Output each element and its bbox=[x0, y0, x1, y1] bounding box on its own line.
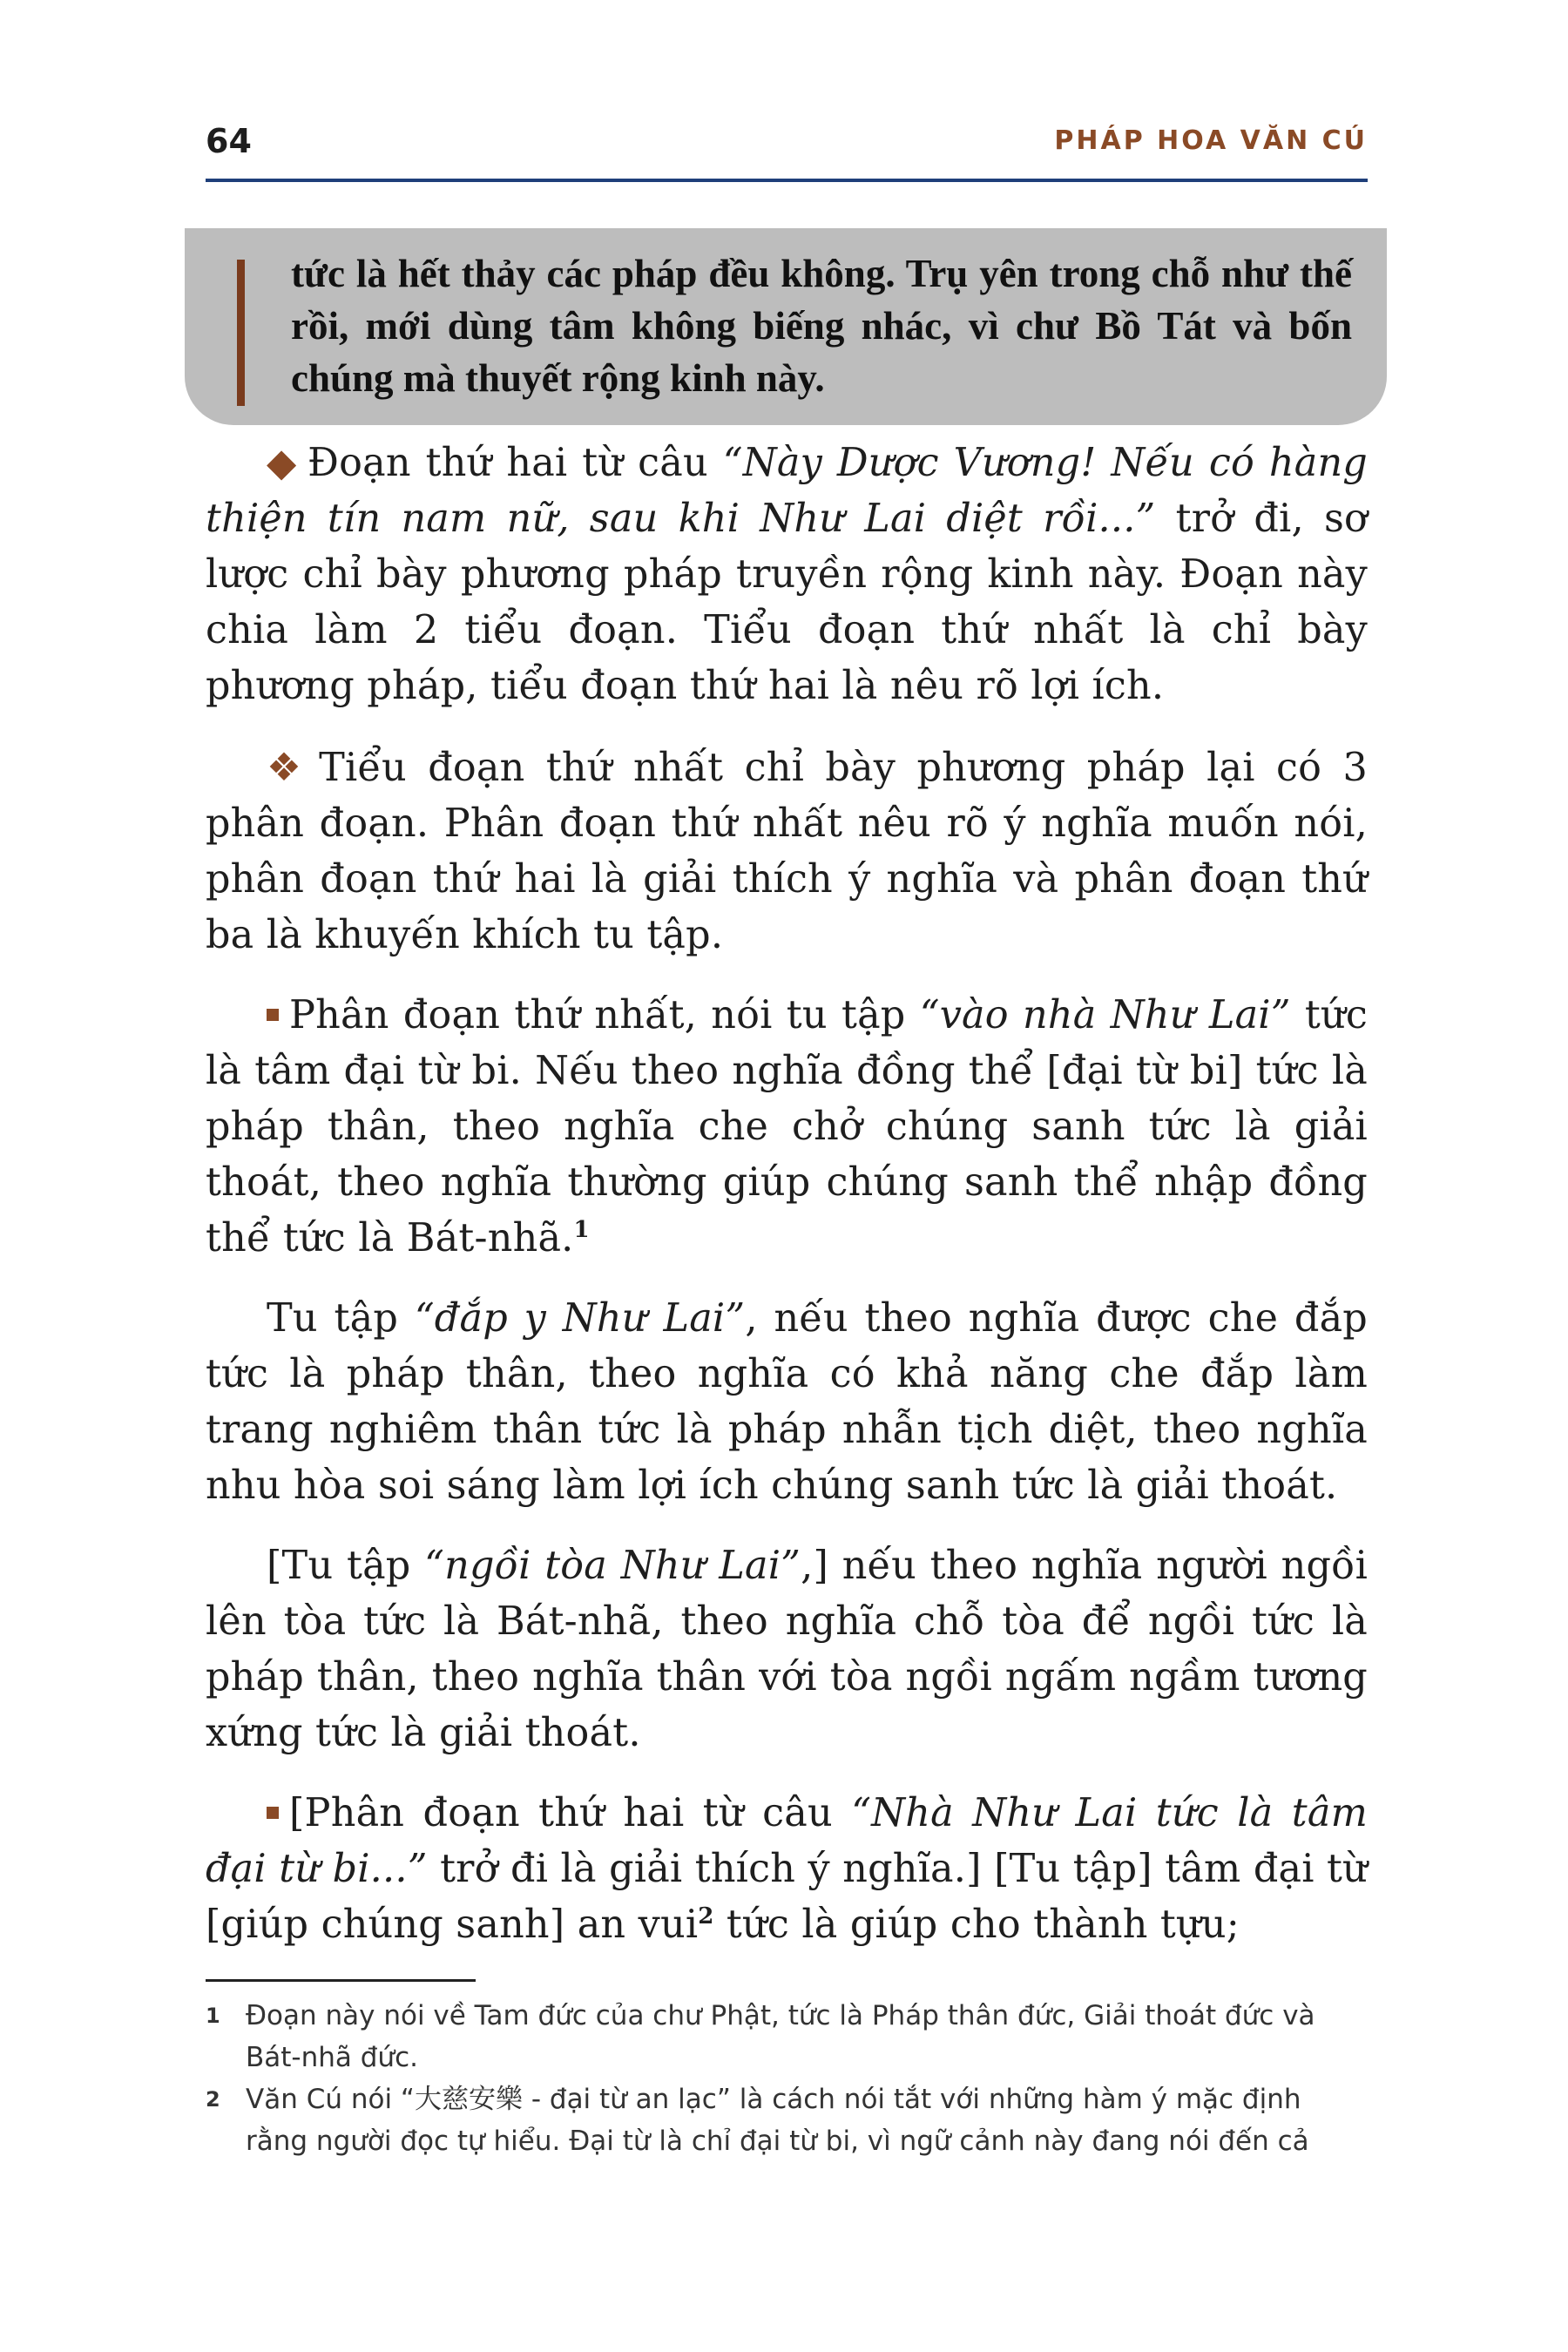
header-rule bbox=[206, 179, 1368, 182]
paragraph-text: Tiểu đoạn thứ nhất chỉ bày phương pháp lại có 3 phân đoạn. Phân đoạn thứ nhất nêu rõ ý nghĩa muốn nói, phân đoạn thứ hai là giải thích ý nghĩa và phân đoạn thứ ba là khuyến khích tu tập. bbox=[206, 746, 1369, 957]
paragraph-text: Tu tập bbox=[267, 1296, 415, 1341]
paragraph-4 bbox=[206, 1291, 1368, 1514]
quoted-text: “Này Dược Vương! Nếu có hàng thiện tín nam nữ, sau khi Như Lai diệt rồi...” bbox=[206, 441, 1368, 541]
square-bullet-icon bbox=[267, 1009, 279, 1021]
paragraph-text: tức là giúp cho thành tựu; bbox=[713, 1903, 1240, 1947]
paragraph-text: , nếu theo nghĩa được che đắp tức là pháp thân, theo nghĩa có khả năng che đắp làm trang nghiêm thân tức là pháp nhẫn tịch diệt, theo nghĩa nhu hòa soi sáng làm lợi ích chúng sanh tức là giải thoát. bbox=[206, 1296, 1368, 1508]
quoted-text: “vào nhà Như Lai” bbox=[919, 993, 1291, 1037]
quoted-text: “đắp y Như Lai” bbox=[414, 1296, 746, 1341]
paragraph-text: Đoạn thứ hai từ câu bbox=[308, 441, 723, 485]
footnote-ref[interactable]: 1 bbox=[573, 1217, 590, 1243]
quote-box bbox=[185, 228, 1387, 425]
footnotes bbox=[206, 1995, 1368, 2162]
paragraph-text: tức là tâm đại từ bi. Nếu theo nghĩa đồng thể [đại từ bi] tức là pháp thân, theo nghĩa che chở chúng sanh tức là giải thoát, theo nghĩa thường giúp chúng sanh thể nhập đồng thể tức là Bát-nhã. bbox=[206, 993, 1369, 1260]
diamond-icon: ◆ bbox=[267, 441, 299, 485]
paragraph-text: Phân đoạn thứ nhất, nói tu tập bbox=[289, 993, 920, 1037]
quoted-text: “Nhà Như Lai tức là tâm đại từ bi...” bbox=[206, 1791, 1368, 1891]
quoted-text: “ngồi tòa Như Lai” bbox=[424, 1544, 801, 1588]
paragraph-3 bbox=[206, 988, 1368, 1267]
paragraph-6 bbox=[206, 1786, 1368, 1953]
page-header bbox=[206, 122, 1368, 174]
paragraph-text: trở đi, sơ lược chỉ bày phương pháp truyền rộng kinh này. Đoạn này chia làm 2 tiểu đoạn. Tiểu đoạn thứ nhất là chỉ bày phương pháp, tiểu đoạn thứ hai là nêu rõ lợi ích. bbox=[206, 497, 1368, 708]
paragraph-text: [Phân đoạn thứ hai từ câu bbox=[289, 1791, 852, 1835]
page-number: 64 bbox=[206, 122, 252, 160]
paragraph-1 bbox=[206, 436, 1368, 714]
footnote-2 bbox=[206, 2078, 1368, 2162]
paragraph-text: [Tu tập bbox=[267, 1544, 425, 1588]
paragraph-5 bbox=[206, 1538, 1368, 1761]
paragraph-text: trở đi là giải thích ý nghĩa.] [Tu tập] tâm đại từ [giúp chúng sanh] an vui bbox=[206, 1847, 1368, 1947]
footnote-number: 1 bbox=[206, 2004, 220, 2028]
four-diamond-icon: ❖ bbox=[267, 746, 311, 790]
paragraph-text: ,] nếu theo nghĩa người ngồi lên tòa tức là Bát-nhã, theo nghĩa chỗ tòa để ngồi tức là pháp thân, theo nghĩa thân với tòa ngồi ngấm ngầm tương xứng tức là giải thoát. bbox=[206, 1544, 1368, 1755]
running-title: PHÁP HOA VĂN CÚ bbox=[1054, 125, 1368, 156]
footnote-rule bbox=[206, 1979, 476, 1982]
quote-text: tức là hết thảy các pháp đều không. Trụ yên trong chỗ như thế rồi, mới dùng tâm không biếng nhác, vì chư Bồ Tát và bốn chúng mà thuyết rộng kinh này. bbox=[291, 252, 1352, 400]
quote-bar bbox=[237, 260, 245, 406]
footnote-text: Đoạn này nói về Tam đức của chư Phật, tức là Pháp thân đức, Giải thoát đức và Bát-nhã đức. bbox=[246, 2000, 1315, 2073]
footnote-number: 2 bbox=[206, 2087, 220, 2112]
footnote-1 bbox=[206, 1995, 1368, 2078]
footnote-text: Văn Cú nói “大慈安樂 - đại từ an lạc” là cách nói tắt với những hàm ý mặc định rằng người đọc tự hiểu. Đại từ là chỉ đại từ bi, vì ngữ cảnh này đang nói đến cả bbox=[246, 2084, 1309, 2157]
footnote-ref[interactable]: 2 bbox=[698, 1903, 714, 1930]
square-bullet-icon bbox=[267, 1807, 279, 1819]
paragraph-2 bbox=[206, 740, 1368, 963]
